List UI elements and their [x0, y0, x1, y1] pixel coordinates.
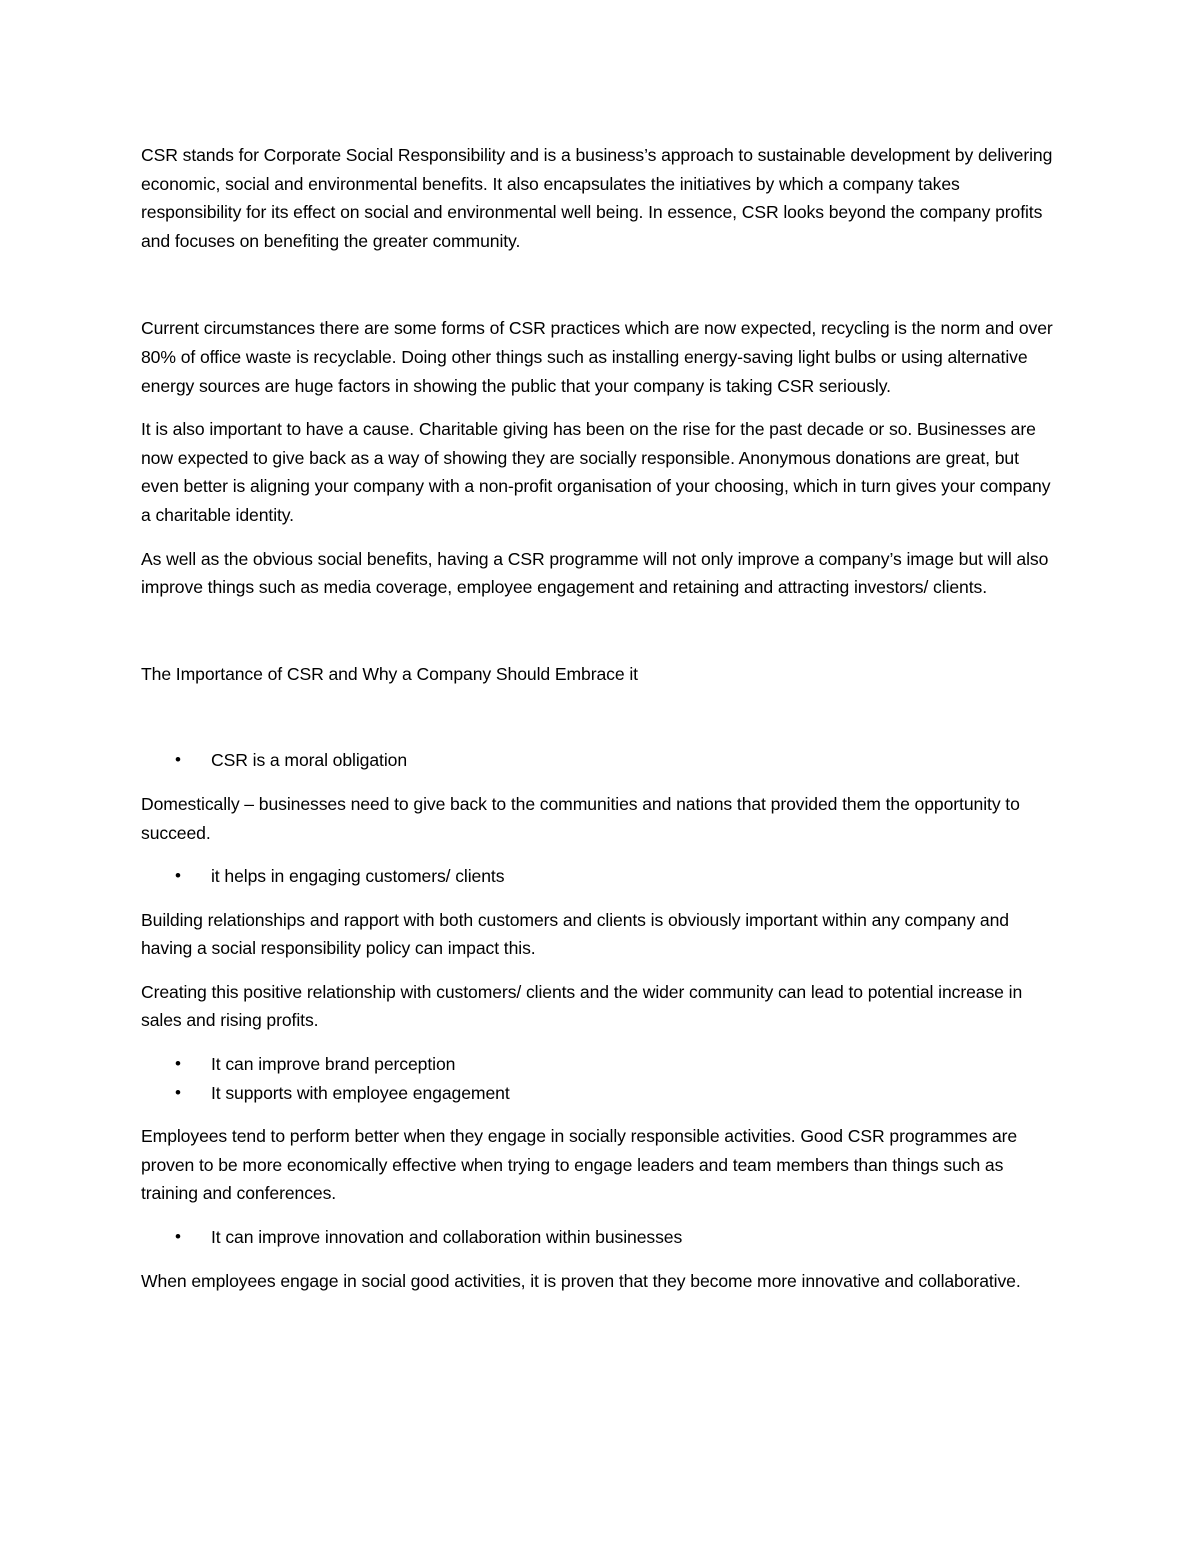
bullet-icon: • — [175, 1227, 181, 1247]
bullet-text: it helps in engaging customers/ clients — [211, 866, 505, 887]
bullet-text: It can improve innovation and collaboration within businesses — [211, 1227, 683, 1248]
section-heading: The Importance of CSR and Why a Company Should Embrace it — [141, 663, 638, 684]
paragraph-current-circumstances: Current circumstances there are some forms of CSR practices which are now expected, recycling is the norm and over 80% of office waste is recyclable. Doing other things such as installing energy-saving light bulbs or using alternative energy sources are huge factors in showing the public that your company is taking CSR seriously. — [141, 318, 1053, 396]
bullet-list — [141, 746, 1061, 775]
bullet-icon: • — [175, 866, 181, 886]
paragraph-csr-definition: CSR stands for Corporate Social Responsibility and is a business’s approach to sustainable development by delivering economic, social and environmental benefits. It also encapsulates the initiatives by which a company takes responsibility for its effect on social and environmental well being. In essence, CSR looks beyond the company profits and focuses on benefiting the greater community. — [141, 145, 1053, 251]
paragraph-moral-obligation: Domestically – businesses need to give back to the communities and nations that provided them the opportunity to succeed. — [141, 793, 1020, 843]
bullet-text: It can improve brand perception — [211, 1054, 456, 1075]
bullet-item — [141, 862, 1061, 891]
paragraph-social-benefits: As well as the obvious social benefits, having a CSR programme will not only improve a company’s image but will also improve things such as media coverage, employee engagement and retaining and attracting investors/ clients. — [141, 548, 1049, 598]
bullet-text: CSR is a moral obligation — [211, 750, 408, 771]
paragraph-have-a-cause: It is also important to have a cause. Charitable giving has been on the rise for the past decade or so. Businesses are now expected to give back as a way of showing they are socially responsible. Anonymous donations are great, but even better is aligning your company with a non-profit organisation of your choosing, which in turn gives your company a charitable identity. — [141, 419, 1051, 525]
paragraph-building-relationships: Building relationships and rapport with both customers and clients is obviously important within any company and having a social responsibility policy can impact this. — [141, 909, 1009, 959]
document-body — [141, 141, 1061, 1310]
paragraph-positive-relationship: Creating this positive relationship with customers/ clients and the wider community can lead to potential increase in sales and rising profits. — [141, 981, 1023, 1031]
paragraph-employee-performance: Employees tend to perform better when they engage in socially responsible activities. Good CSR programmes are proven to be more economically effective when trying to engage leaders and team members than things such as training and conferences. — [141, 1126, 1018, 1204]
bullet-icon: • — [175, 1082, 181, 1102]
bullet-item — [141, 1079, 1061, 1108]
bullet-icon: • — [175, 1054, 181, 1074]
paragraph-social-good-activities: When employees engage in social good activities, it is proven that they become more innovative and collaborative. — [141, 1270, 1021, 1291]
bullet-list — [141, 862, 1061, 891]
bullet-item — [141, 746, 1061, 775]
bullet-icon: • — [175, 750, 181, 770]
bullet-text: It supports with employee engagement — [211, 1082, 510, 1103]
bullet-item — [141, 1050, 1061, 1079]
bullet-list — [141, 1050, 1061, 1107]
bullet-item — [141, 1223, 1061, 1252]
bullet-list — [141, 1223, 1061, 1252]
